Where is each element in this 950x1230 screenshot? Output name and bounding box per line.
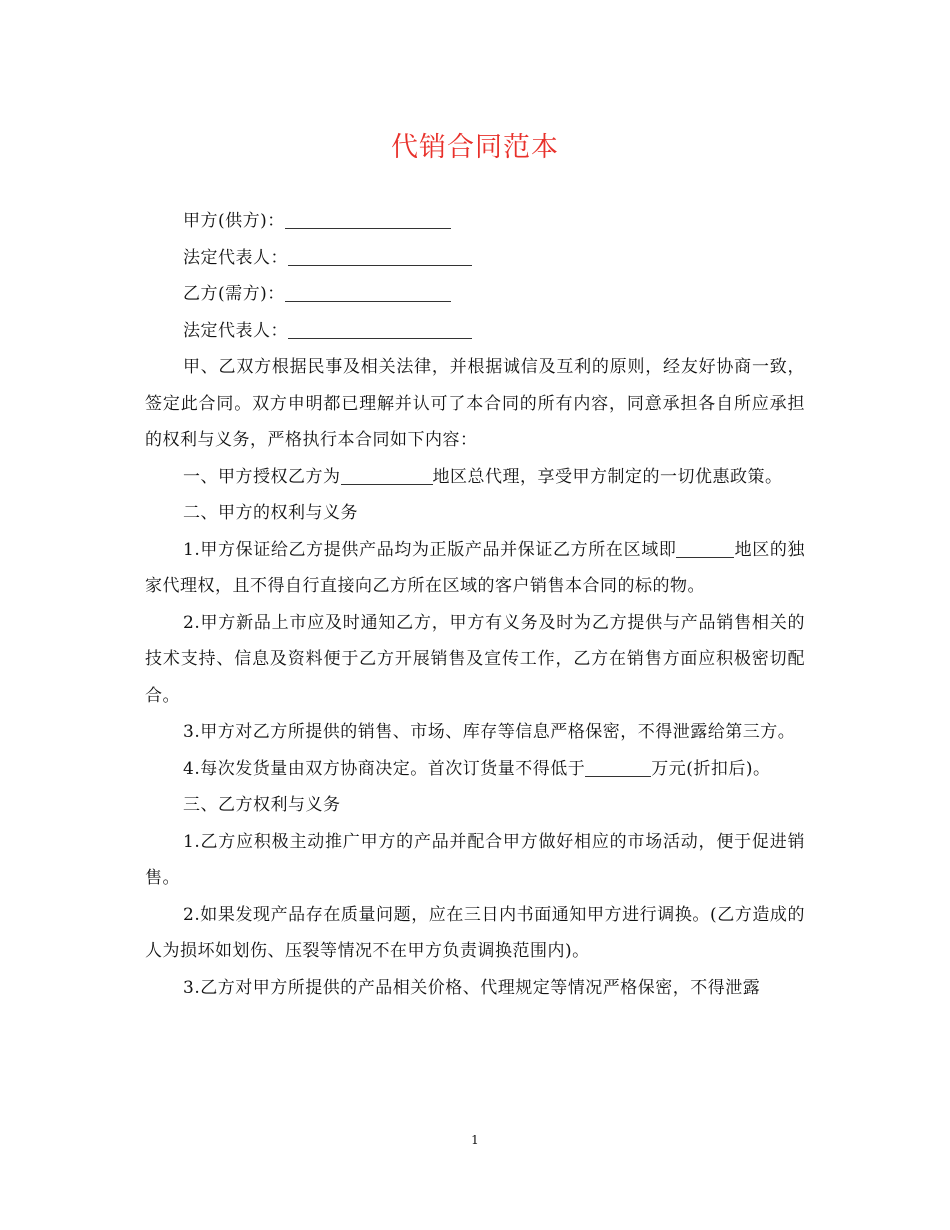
- section-1-paragraph: [145, 459, 805, 496]
- section-1-text-b: 地区总代理，享受甲方制定的一切优惠政策。: [432, 466, 783, 487]
- region-blank: [341, 467, 433, 485]
- section-2-item-4-text-b: 万元(折扣后)。: [651, 758, 771, 779]
- party-b-label: 乙方(需方)：: [183, 284, 285, 304]
- section-2-item-3: 3.甲方对乙方所提供的销售、市场、库存等信息严格保密，不得泄露给第三方。: [183, 722, 796, 742]
- party-b-blank: [285, 283, 451, 302]
- party-a-field: [145, 203, 805, 240]
- section-2-item-1-text-a: 1.甲方保证给乙方提供产品均为正版产品并保证乙方所在区域即: [183, 539, 677, 560]
- section-3-item-2: 2.如果发现产品存在质量问题，应在三日内书面通知甲方进行调换。(乙方造成的人为损坏如划伤、压裂等情况不在甲方负责调换范围内)。: [145, 904, 805, 961]
- document-body: [145, 203, 805, 1006]
- party-b-representative-blank: [288, 320, 472, 339]
- party-a-representative-field: [145, 240, 805, 277]
- section-2-item-4: [145, 751, 805, 788]
- section-2-item-1-text-b: 地区的独家代理权，且不得自行直接向乙方所在区域的客户销售本合同的标的物。: [145, 539, 806, 596]
- section-2-item-1: [145, 532, 805, 605]
- document-title: 代销合同范本: [391, 132, 559, 163]
- party-b-field: [145, 276, 805, 313]
- party-a-label: 甲方(供方)：: [183, 211, 285, 231]
- order-amount-blank: [585, 759, 651, 777]
- section-2-item-2: 2.甲方新品上市应及时通知乙方，甲方有义务及时为乙方提供与产品销售相关的技术支持、信息及资料便于乙方开展销售及宣传工作，乙方在销售方面应积极密切配合。: [145, 612, 805, 706]
- section-3-item-1: 1.乙方应积极主动推广甲方的产品并配合甲方做好相应的市场活动，便于促进销售。: [145, 831, 805, 888]
- section-1-text-a: 一、甲方授权乙方为: [183, 466, 341, 487]
- section-2-item-4-text-a: 4.每次发货量由双方协商决定。首次订货量不得低于: [183, 758, 586, 779]
- page-number: 1: [471, 1133, 479, 1147]
- section-3-item-3: 3.乙方对甲方所提供的产品相关价格、代理规定等情况严格保密，不得泄露: [183, 977, 761, 998]
- intro-paragraph: 甲、乙双方根据民事及相关法律，并根据诚信及互利的原则，经友好协商一致，签定此合同。双方申明都已理解并认可了本合同的所有内容，同意承担各自所应承担的权利与义务，严格执行本合同如下内容：: [145, 357, 805, 450]
- party-a-blank: [285, 210, 451, 229]
- party-b-representative-label: 法定代表人：: [183, 320, 288, 341]
- party-a-representative-blank: [288, 247, 472, 266]
- section-3-heading: 三、乙方权利与义务: [183, 795, 341, 815]
- party-a-representative-label: 法定代表人：: [183, 247, 288, 268]
- section-2-heading: 二、甲方的权利与义务: [183, 503, 358, 523]
- party-b-representative-field: [145, 313, 805, 350]
- exclusive-region-blank: [676, 540, 734, 558]
